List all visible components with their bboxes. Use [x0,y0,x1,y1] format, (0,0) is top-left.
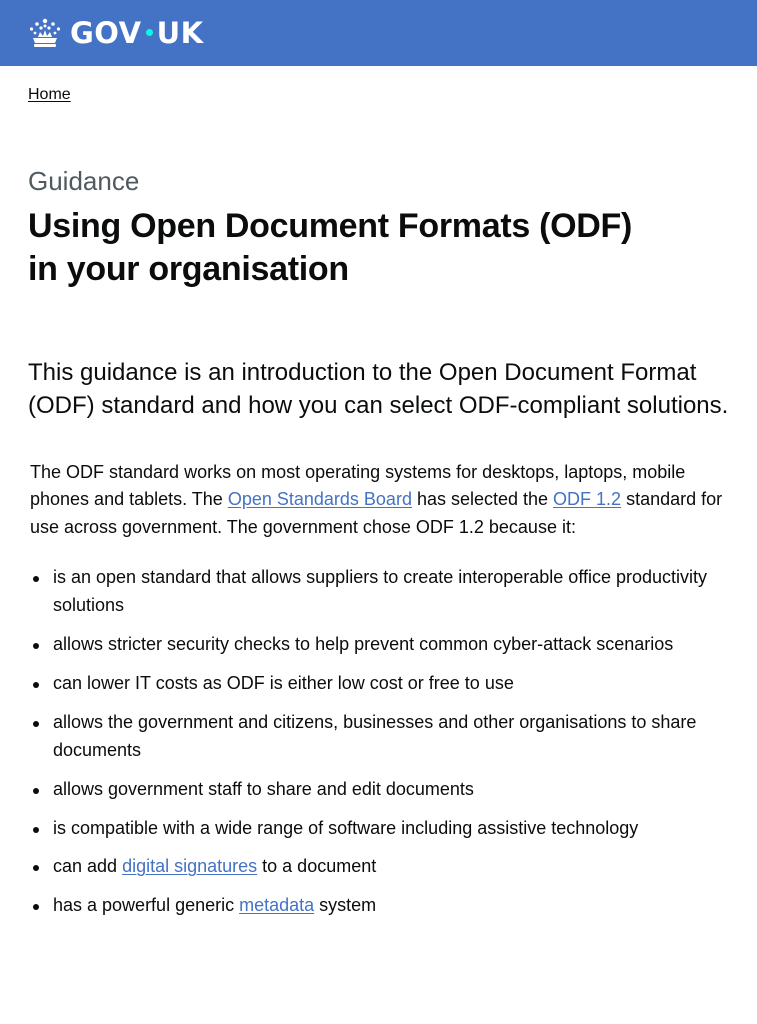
page-title-line1: Using Open Document Formats (ODF) [28,207,633,246]
list-item [30,892,729,920]
metadata-link[interactable]: metadata [239,895,315,916]
page-title [28,205,729,291]
odf-1-2-link[interactable]: ODF 1.2 [553,489,622,510]
bullet-icon [33,904,39,910]
page-title-line2: in your organisation [28,250,349,289]
list-item-text: to a document [257,856,377,877]
intro-text-1: The ODF standard works on most operating systems for desktops, laptops, mobile phones and tablets. The [30,461,686,510]
digital-signatures-link[interactable]: digital signatures [122,856,258,877]
list-item [30,853,729,881]
list-item [30,564,729,620]
logo-dot [146,29,153,36]
list-item [30,631,729,659]
crown-icon [28,18,62,48]
site-header [0,0,757,66]
list-item-text: allows stricter security checks to help prevent common cyber-attack scenarios [53,634,674,655]
open-standards-board-link[interactable]: Open Standards Board [227,489,412,510]
bullet-icon [33,576,39,582]
list-item-text: can lower IT costs as ODF is either low cost or free to use [53,672,514,693]
list-item [30,670,729,698]
list-item-text: system [314,895,377,916]
list-item [30,776,729,804]
intro-text-3: standard for use across government. The government chose ODF 1.2 because it: [30,489,723,538]
bullet-icon [33,827,39,833]
main-content [0,86,757,920]
govuk-logo-link[interactable] [28,16,204,50]
page-caption: Guidance [28,166,140,196]
intro-paragraph [28,459,729,543]
bullet-icon [33,643,39,649]
list-item [30,815,729,843]
list-item-text: has a powerful generic [53,895,240,916]
bullet-icon [33,721,39,727]
lead-paragraph: This guidance is an introduction to the Open Document Format (ODF) standard and how you can select ODF-compliant solutions. [28,358,729,419]
bullet-icon [33,682,39,688]
breadcrumb-home-link[interactable]: Home [28,86,71,103]
list-item [30,709,729,765]
list-item-text: is an open standard that allows suppliers to create interoperable office productivity solutions [53,567,708,616]
list-item-text: allows government staff to share and edit documents [53,778,474,799]
bullet-icon [33,865,39,871]
intro-text-2: has selected the [411,489,554,510]
bullet-icon [33,788,39,794]
logo-text: GOV UK [70,16,204,50]
list-item-text: can add [53,856,123,877]
breadcrumb [28,86,729,106]
list-item-text: allows the government and citizens, businesses and other organisations to share documents [53,711,697,760]
reasons-list [28,564,729,920]
list-item-text: is compatible with a wide range of software including assistive technology [53,817,639,838]
